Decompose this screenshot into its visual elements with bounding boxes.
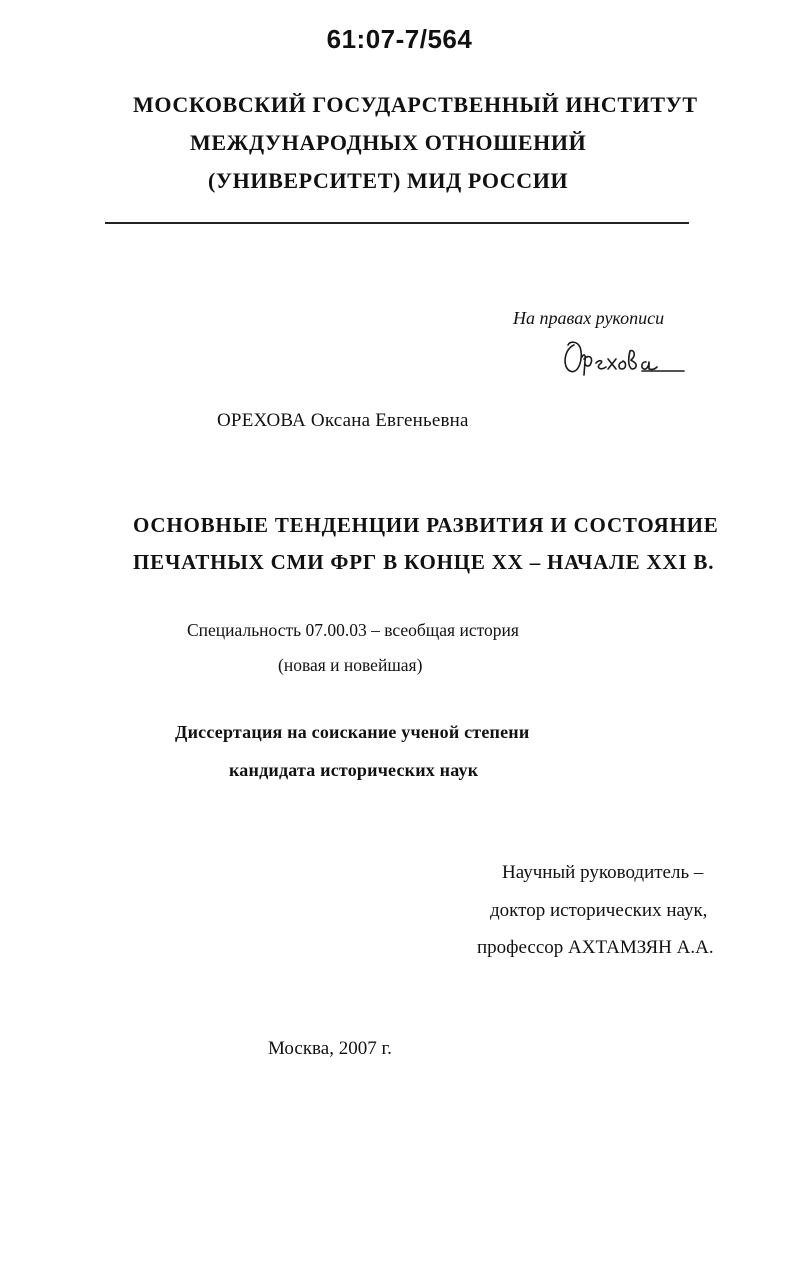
call-number: 61:07-7/564 (326, 24, 473, 54)
supervisor-line-1: Научный руководитель – (502, 862, 704, 883)
specialty-line-1: Специальность 07.00.03 – всеобщая история (187, 620, 519, 640)
dissertation-title-line-1: ОСНОВНЫЕ ТЕНДЕНЦИИ РАЗВИТИЯ И СОСТОЯНИЕ (133, 513, 719, 537)
rights-note: На правах рукописи (513, 308, 665, 328)
place-and-year: Москва, 2007 г. (268, 1038, 392, 1059)
supervisor-line-3: профессор АХТАМЗЯН А.А. (477, 937, 714, 958)
institution-line-3: (УНИВЕРСИТЕТ) МИД РОССИИ (208, 168, 569, 193)
institution-line-2: МЕЖДУНАРОДНЫХ ОТНОШЕНИЙ (190, 130, 587, 155)
degree-line-1: Диссертация на соискание ученой степени (175, 722, 530, 742)
specialty-line-2: (новая и новейшая) (278, 655, 423, 675)
degree-line-2: кандидата исторических наук (229, 760, 479, 780)
header-divider (105, 222, 689, 224)
dissertation-title-line-2: ПЕЧАТНЫХ СМИ ФРГ В КОНЦЕ XX – НАЧАЛЕ XXI В. (133, 550, 715, 574)
institution-line-1: МОСКОВСКИЙ ГОСУДАРСТВЕННЫЙ ИНСТИТУТ (133, 92, 698, 117)
handwritten-signature (560, 335, 690, 380)
author-name: ОРЕХОВА Оксана Евгеньевна (217, 410, 469, 431)
supervisor-line-2: доктор исторических наук, (490, 900, 708, 921)
